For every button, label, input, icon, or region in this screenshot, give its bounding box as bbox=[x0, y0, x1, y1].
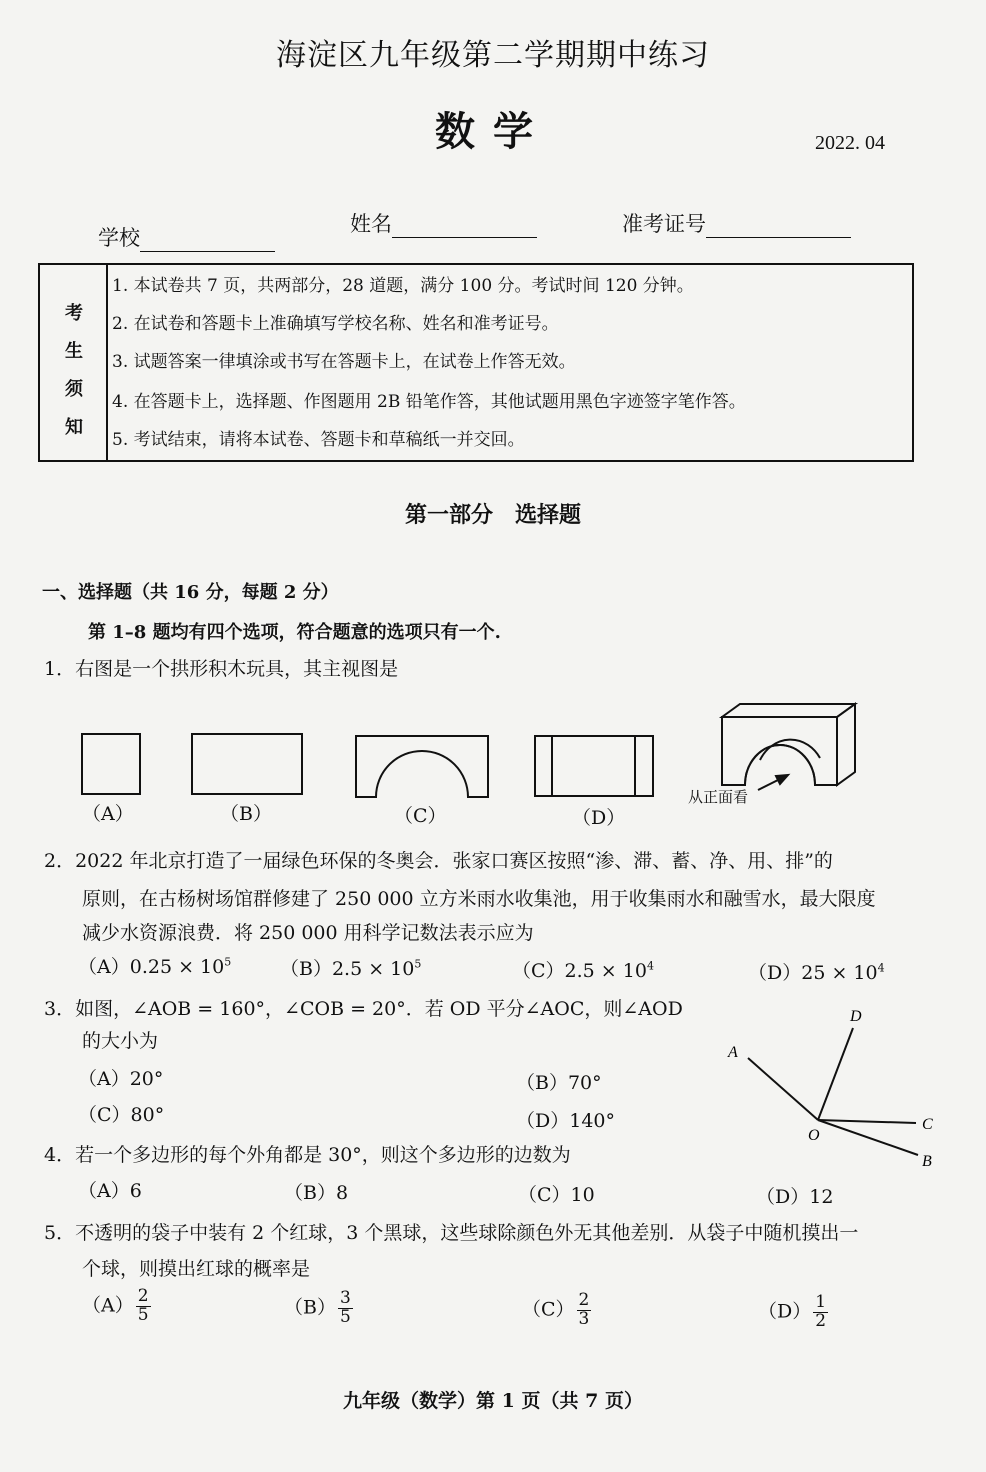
ray-ob bbox=[818, 1120, 918, 1155]
ray-od bbox=[818, 1028, 853, 1120]
notice-heading-char: 生 bbox=[65, 341, 83, 362]
point-b-label: B bbox=[922, 1153, 932, 1170]
question-1: 1．右图是一个拱形积木玩具，其主视图是 bbox=[44, 658, 399, 680]
q1-option-a-figure bbox=[82, 734, 140, 794]
notice-item: 3. 试题答案一律填涂或书写在答题卡上，在试卷上作答无效。 bbox=[112, 352, 576, 372]
school-field[interactable] bbox=[98, 222, 275, 252]
question-3-line: 3．如图，∠AOB = 160°，∠COB = 20°．若 OD 平分∠AOC，则∠AOD bbox=[44, 998, 683, 1020]
q2-option-c: $(C)2.5 \times 10^4$ bbox=[512, 959, 654, 982]
q5-option-a: （A） $\frac{2}{5}$ bbox=[82, 1286, 149, 1325]
q1-figures bbox=[70, 700, 870, 810]
exam-number-field[interactable] bbox=[622, 208, 851, 238]
point-c-label: C bbox=[922, 1116, 933, 1133]
notice-heading-char: 考 bbox=[65, 303, 83, 324]
q2-option-a: $(A)0.25 \times 10^5$ bbox=[78, 955, 232, 978]
name-label: 姓名 bbox=[350, 212, 392, 236]
exam-number-label: 准考证号 bbox=[622, 212, 706, 236]
ray-oa bbox=[748, 1058, 818, 1120]
angle-figure bbox=[720, 1000, 950, 1180]
q3-option-a: （A）20° bbox=[78, 1068, 164, 1090]
q1-option-d-figure bbox=[535, 736, 653, 796]
view-arrow bbox=[758, 775, 788, 790]
question-2-line: 减少水资源浪费．将 250 000 用科学记数法表示应为 bbox=[82, 922, 534, 944]
name-blank[interactable] bbox=[392, 237, 537, 238]
exam-title: 海淀区九年级第二学期期中练习 bbox=[276, 38, 710, 73]
q4-option-a: （A）6 bbox=[78, 1180, 142, 1202]
exam-number-blank[interactable] bbox=[706, 237, 851, 238]
q4-option-b: （B）8 bbox=[284, 1182, 349, 1204]
notice-box bbox=[38, 263, 914, 462]
q1-option-a-label: （A） bbox=[82, 803, 134, 825]
q4-option-c: （C）10 bbox=[518, 1184, 595, 1206]
section-title: 一、选择题（共 16 分，每题 2 分） bbox=[42, 582, 339, 603]
q1-option-c-figure bbox=[356, 736, 488, 797]
q1-option-b-label: （B） bbox=[220, 803, 272, 825]
q2-option-d: $(D)25 \times 10^4$ bbox=[748, 961, 885, 984]
q3-option-b: （B）70° bbox=[516, 1072, 602, 1094]
part-title: 第一部分 选择题 bbox=[404, 502, 581, 528]
page-footer: 九年级（数学）第 1 页（共 7 页） bbox=[343, 1390, 643, 1412]
notice-item: 4. 在答题卡上，选择题、作图题用 2B 铅笔作答，其他试题用黑色字迹签字笔作答。 bbox=[112, 392, 746, 412]
notice-heading bbox=[40, 265, 108, 460]
arch-block-figure bbox=[722, 704, 855, 785]
ray-oc bbox=[818, 1120, 916, 1123]
q1-option-c-label: （C） bbox=[394, 805, 447, 827]
point-a-label: A bbox=[728, 1044, 738, 1061]
q5-option-d: （D） $\frac{1}{2}$ bbox=[758, 1292, 827, 1331]
q5-option-c: （C） $\frac{2}{3}$ bbox=[522, 1290, 590, 1329]
q4-option-d: （D）12 bbox=[756, 1186, 834, 1208]
notice-item: 2. 在试卷和答题卡上准确填写学校名称、姓名和准考证号。 bbox=[112, 314, 559, 334]
name-field[interactable] bbox=[350, 208, 537, 238]
q1-option-b-figure bbox=[192, 734, 302, 794]
question-3-line: 的大小为 bbox=[82, 1030, 159, 1052]
notice-item: 1. 本试卷共 7 页，共两部分，28 道题，满分 100 分。考试时间 120 分钟。 bbox=[112, 276, 694, 296]
question-5-line: 个球，则摸出红球的概率是 bbox=[82, 1258, 311, 1280]
subject-title: 数学 bbox=[435, 108, 551, 155]
point-d-label: D bbox=[850, 1008, 862, 1025]
question-5-line: 5．不透明的袋子中装有 2 个红球，3 个黑球，这些球除颜色外无其他差别．从袋子中随机摸出一 bbox=[44, 1222, 859, 1244]
notice-heading-char: 知 bbox=[65, 417, 83, 438]
question-4: 4．若一个多边形的每个外角都是 30°，则这个多边形的边数为 bbox=[44, 1144, 571, 1166]
front-view-label: 从正面看 bbox=[688, 788, 749, 806]
q1-option-d-label: （D） bbox=[572, 807, 626, 829]
notice-heading-char: 须 bbox=[65, 379, 83, 400]
q5-option-b: （B） $\frac{3}{5}$ bbox=[284, 1288, 351, 1327]
q3-option-d: （D）140° bbox=[516, 1110, 615, 1132]
school-label: 学校 bbox=[98, 226, 140, 250]
notice-item: 5. 考试结束，请将本试卷、答题卡和草稿纸一并交回。 bbox=[112, 430, 525, 450]
exam-date: 2022. 04 bbox=[815, 132, 885, 154]
question-2-line: 原则，在古杨树场馆群修建了 250 000 立方米雨水收集池，用于收集雨水和融雪水，最大限度 bbox=[82, 888, 876, 910]
question-2-line: 2．2022 年北京打造了一届绿色环保的冬奥会．张家口赛区按照“渗、滞、蓄、净、用、排”的 bbox=[44, 850, 833, 872]
q2-option-b: $(B)2.5 \times 10^5$ bbox=[280, 957, 422, 980]
section-instruction: 第 1–8 题均有四个选项，符合题意的选项只有一个. bbox=[88, 622, 501, 643]
q3-option-c: （C）80° bbox=[78, 1104, 165, 1126]
school-blank[interactable] bbox=[140, 251, 275, 252]
point-o-label: O bbox=[808, 1127, 820, 1144]
